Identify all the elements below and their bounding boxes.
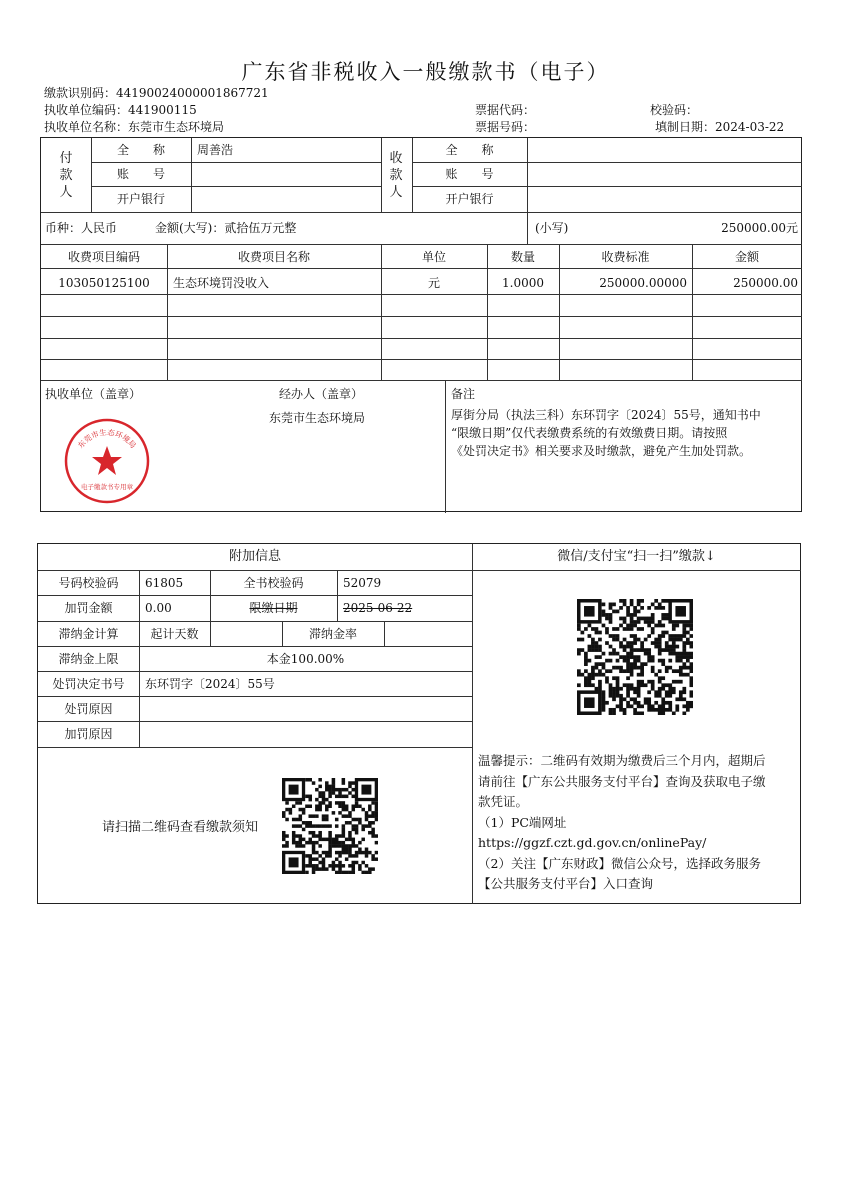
document-title: 广东省非税收入一般缴款书（电子） bbox=[241, 60, 610, 84]
check-code-label: 校验码： bbox=[650, 103, 699, 117]
extra-title: 附加信息 bbox=[228, 549, 281, 564]
qr-finder-icon bbox=[579, 601, 600, 622]
decision-value: 东环罚字〔2024〕55号 bbox=[145, 677, 275, 691]
remark-label: 备注 bbox=[451, 387, 476, 401]
svg-text:电子缴款书专用章: 电子缴款书专用章 bbox=[81, 483, 133, 491]
col-std-header: 收费标准 bbox=[601, 250, 650, 264]
unit-code: 执收单位编码：441900115 bbox=[44, 103, 197, 117]
col-code-header: 收费项目编码 bbox=[67, 250, 140, 264]
late-rate-label: 滞纳金率 bbox=[308, 627, 357, 641]
scan-note: 请扫描二维码查看缴款须知 bbox=[102, 820, 259, 835]
extra-info-table bbox=[37, 543, 801, 904]
item-qty: 1.0000 bbox=[502, 276, 544, 290]
qr-finder-icon bbox=[579, 692, 600, 713]
late-fee-label: 滞纳金计算 bbox=[58, 627, 119, 641]
qr-finder-icon bbox=[356, 780, 376, 800]
amount-upper: 金额(大写)：贰拾伍万元整 bbox=[155, 221, 297, 235]
qr-finder-icon bbox=[284, 852, 304, 872]
main-form-table bbox=[40, 137, 802, 512]
decision-label: 处罚决定书号 bbox=[52, 677, 125, 691]
add-reason-label: 加罚原因 bbox=[64, 727, 113, 741]
currency: 币种：人民币 bbox=[45, 221, 118, 235]
payer-name-value: 周善浩 bbox=[197, 143, 234, 157]
payer-account-label: 账 号 bbox=[116, 167, 165, 181]
payer-label: 付款人 bbox=[59, 151, 73, 200]
official-seal bbox=[63, 417, 151, 505]
col-qty-header: 数量 bbox=[510, 250, 535, 264]
fill-date: 填制日期：2024-03-22 bbox=[655, 120, 785, 134]
payer-name-label: 全 称 bbox=[116, 143, 165, 157]
check-code-value: 61805 bbox=[145, 576, 184, 590]
late-cap-value: 本金100.00% bbox=[266, 652, 345, 666]
payee-bank-label: 开户银行 bbox=[445, 192, 494, 206]
qr-finder-icon bbox=[670, 601, 691, 622]
handler-label: 经办人（盖章） bbox=[279, 387, 364, 401]
col-name-header: 收费项目名称 bbox=[237, 250, 310, 264]
payer-bank-label: 开户银行 bbox=[116, 192, 165, 206]
payment-tips: 温馨提示：二维码有效期为缴费后三个月内，超期后 请前往【广东公共服务支付平台】查询及获取电子缴 款凭证。 （1）PC端网址 https://ggzf.czt.gd.gov.cn/onlinePay/ （2）关注【广东财政】微信公众号，选择政务服务 【公共服务支付平台】入口查询 bbox=[478, 751, 798, 895]
pay-title: 微信/支付宝“扫一扫”缴款↓ bbox=[557, 549, 716, 564]
full-check-label: 全书校验码 bbox=[243, 576, 304, 590]
pc-url-link: https://ggzf.czt.gd.gov.cn/onlinePay/ bbox=[478, 835, 707, 850]
amount-small-label: (小写) bbox=[535, 221, 569, 235]
penalty-value: 0.00 bbox=[145, 601, 172, 615]
collect-unit-seal-label: 执收单位（盖章） bbox=[45, 387, 142, 401]
deadline-value: 2025-06-22 bbox=[343, 601, 413, 615]
reason-label: 处罚原因 bbox=[64, 702, 113, 716]
svg-text:东莞市生态环境局: 东莞市生态环境局 bbox=[76, 427, 138, 450]
payee-name-label: 全 称 bbox=[445, 143, 494, 157]
seal-star-icon bbox=[92, 446, 122, 475]
check-code-label: 号码校验码 bbox=[58, 576, 119, 590]
full-check-value: 52079 bbox=[343, 576, 382, 590]
payment-qr-code[interactable] bbox=[577, 599, 693, 715]
late-cap-label: 滞纳金上限 bbox=[58, 652, 119, 666]
bill-no-label: 票据号码： bbox=[475, 120, 536, 134]
handler-value: 东莞市生态环境局 bbox=[269, 411, 366, 425]
notice-qr-code[interactable] bbox=[282, 778, 378, 874]
payee-account-label: 账 号 bbox=[445, 167, 494, 181]
col-unit-header: 单位 bbox=[421, 250, 446, 264]
item-unit: 元 bbox=[427, 276, 440, 290]
amount-small-value: 250000.00元 bbox=[721, 221, 798, 235]
bill-code-label: 票据代码： bbox=[475, 103, 536, 117]
start-days-label: 起计天数 bbox=[150, 627, 199, 641]
penalty-label: 加罚金额 bbox=[64, 601, 113, 615]
item-amount: 250000.00 bbox=[733, 276, 798, 290]
qr-finder-icon bbox=[284, 780, 304, 800]
payee-label: 收款人 bbox=[389, 151, 403, 200]
deadline-label: 限缴日期 bbox=[249, 601, 298, 615]
pay-id: 缴款识别码：441900240000018677​21 bbox=[44, 86, 269, 100]
unit-name: 执收单位名称：东莞市生态环境局 bbox=[44, 120, 225, 134]
item-std: 250000.00000 bbox=[599, 276, 687, 290]
remark-text: 厚街分局（执法三科）东环罚字〔2024〕55号，通知书中 “限缴日期”仅代表缴费系统的有效缴费日期。请按照 《处罚决定书》相关要求及时缴款，避免产生加处罚款。 bbox=[451, 408, 761, 458]
item-name: 生态环境罚没收入 bbox=[173, 276, 270, 290]
col-amount-header: 金额 bbox=[734, 250, 759, 264]
item-code: 103050125100 bbox=[58, 276, 150, 290]
